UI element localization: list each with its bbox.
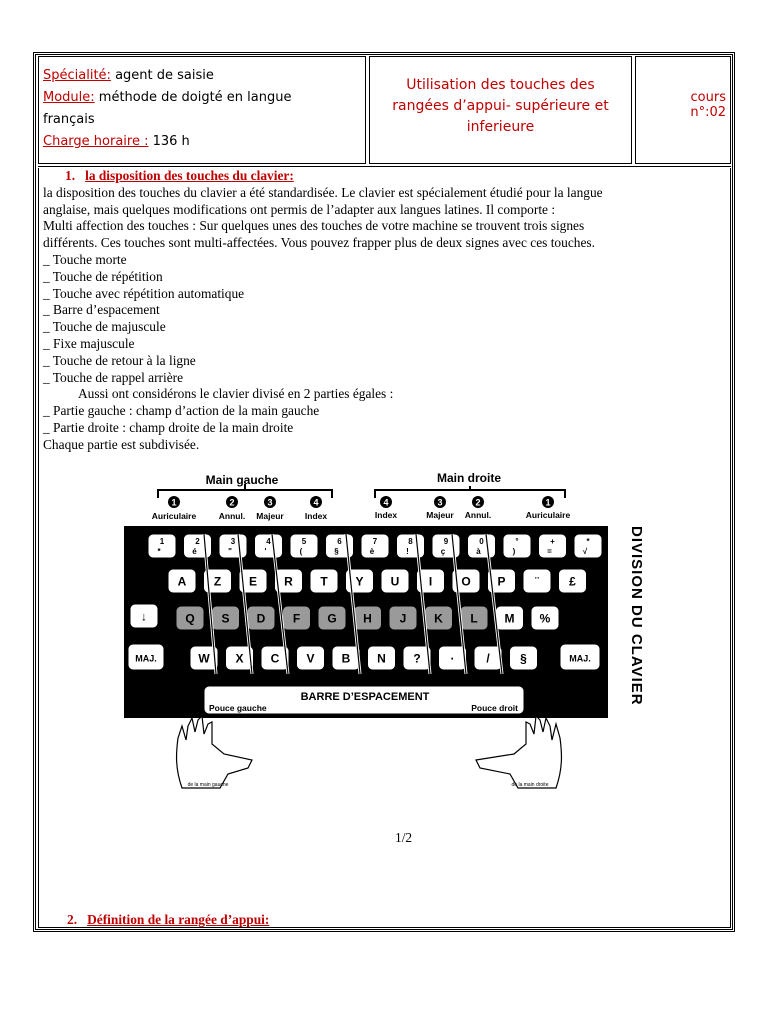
main-droite-label: Main droite [436, 471, 502, 485]
key-label: E [248, 574, 258, 589]
section-1-title: la disposition des touches du clavier: [85, 168, 294, 183]
key-label: 5 [301, 537, 307, 546]
key-label: √ [582, 547, 588, 556]
section-2-number: 2. [67, 912, 78, 927]
page-number: 1/2 [395, 830, 413, 845]
title-line-2: rangées d’appui- supérieure et [392, 98, 609, 114]
key-label: · [450, 651, 455, 666]
key-label: + [550, 537, 555, 546]
finger-number: 1 [545, 497, 551, 508]
finger-number: 1 [171, 497, 177, 508]
key-label: ¨ [535, 574, 539, 589]
key-label: U [390, 574, 400, 589]
title-line-3: inferieure [466, 119, 535, 135]
key-label: S [221, 611, 230, 626]
finger-number: 4 [313, 497, 319, 508]
key-label: K [434, 611, 443, 626]
key-label: J [399, 611, 407, 626]
section-2-title: Définition de la rangée d’appui: [87, 912, 270, 927]
specialite-value: agent de saisie [110, 68, 214, 83]
key-label: 6 [337, 537, 342, 546]
finger-number: 3 [267, 497, 273, 508]
key-label: D [256, 611, 266, 626]
key-label: è [369, 547, 375, 556]
text-line: la disposition des touches du clavier a été standardisée. Le clavier est spécialement étudié pour la langue [43, 184, 603, 200]
key-label: MAJ. [569, 653, 591, 664]
finger-number: 2 [229, 497, 235, 508]
specialite-label: Spécialité: [43, 68, 111, 83]
keyboard-figure [120, 468, 660, 818]
key-label: £ [569, 574, 576, 589]
key-label: R [284, 574, 293, 589]
key-label: M [504, 611, 515, 626]
section-1-lines [43, 185, 723, 387]
key-label: Z [213, 574, 222, 589]
header-cours-box [635, 56, 731, 164]
key-label: W [198, 651, 210, 666]
brace-right [375, 486, 565, 498]
key-label: 4 [266, 537, 271, 546]
text-line: différents. Ces touches sont multi-affectées. Vous pouvez frapper plus de deux signes avec ces touches. [43, 235, 595, 251]
cours-line-2: n°:02 [690, 105, 726, 120]
key-label: P [497, 574, 506, 589]
finger-label-left: Annul. [218, 511, 246, 521]
key-label: ç [440, 547, 446, 556]
left-hand-caption: de la main gauche [187, 782, 229, 788]
key-label: § [334, 547, 339, 556]
finger-number: 4 [383, 497, 389, 508]
key-label: 0 [479, 537, 484, 546]
key-label: Y [355, 574, 364, 589]
key-label: % [539, 611, 551, 626]
key-label: Q [185, 611, 195, 626]
cours-line-1: cours [690, 90, 726, 105]
key-label: ) [512, 547, 516, 556]
space-bar-label: BARRE D’ESPACEMENT [300, 691, 430, 703]
pouce-droit-label: Pouce droit [471, 703, 518, 713]
key-label: G [327, 611, 337, 626]
key-label: I [428, 574, 433, 589]
key-label: B [341, 651, 351, 666]
key-label: " [228, 547, 232, 556]
section-2-heading [67, 912, 269, 928]
text-line: _ Partie gauche : champ d’action de la main gauche [43, 403, 320, 419]
module-label: Module: [43, 90, 95, 105]
key-label: MAJ. [135, 653, 157, 664]
text-line: anglaise, mais quelques modifications ont permis de l’adapter aux langues latines. Il comporte : [43, 201, 556, 217]
right-hand [476, 716, 561, 788]
division-title: DIVISION DU CLAVIER [628, 526, 645, 706]
key-label: * [586, 537, 590, 546]
finger-label-left: Auriculaire [151, 511, 197, 521]
key-label: N [377, 651, 386, 666]
text-line: _ Partie droite : champ droite de la main droite [43, 419, 294, 435]
module-value-2: français [43, 112, 95, 127]
key-label: / [486, 651, 490, 666]
brace-left [158, 484, 332, 498]
key-label: T [320, 574, 328, 589]
charge-value: 136 h [148, 134, 190, 149]
section-1-number: 1. [65, 168, 76, 183]
key-label: 9 [443, 537, 449, 546]
header-title-box [369, 56, 632, 164]
key-label: ! [406, 547, 409, 556]
text-line: _ Fixe majuscule [43, 335, 135, 351]
main-gauche-label: Main gauche [205, 473, 279, 487]
finger-label-right: Auriculaire [525, 510, 571, 520]
key-label: § [520, 651, 527, 666]
finger-label-left: Index [304, 511, 328, 521]
key-label: 2 [195, 537, 200, 546]
finger-label-right: Index [374, 510, 398, 520]
key-label: ↓ [141, 609, 147, 624]
key-label: é [192, 547, 197, 556]
text-line: _ Touche de retour à la ligne [43, 352, 196, 368]
pouce-gauche-label: Pouce gauche [209, 703, 267, 713]
text-line: _ Touche de répétition [43, 268, 163, 284]
key-label: V [306, 651, 315, 666]
key-label: 1 [159, 537, 165, 546]
section-1-lines-2 [43, 403, 723, 453]
module-value: méthode de doigté en langue [94, 90, 292, 105]
key-label: H [363, 611, 372, 626]
finger-labels [152, 496, 571, 521]
text-line: _ Touche avec répétition automatique [43, 285, 245, 301]
key-label: 3 [230, 537, 236, 546]
finger-label-right: Majeur [426, 510, 454, 520]
key-label: X [235, 651, 244, 666]
key-label: ' [264, 547, 267, 556]
right-hand-caption: de la main droite [511, 782, 549, 788]
text-line: _ Touche de majuscule [43, 319, 166, 335]
left-hand [177, 716, 252, 788]
text-line: _ Touche de rappel arrière [43, 369, 184, 385]
key-label: ( [299, 547, 303, 556]
finger-number: 3 [437, 497, 443, 508]
section-1 [43, 168, 723, 454]
text-line: _ Touche morte [43, 251, 127, 267]
finger-number: 2 [475, 497, 481, 508]
text-line: _ Barre d’espacement [43, 302, 160, 318]
title-line-1: Utilisation des touches des [406, 77, 595, 93]
key-label: à [476, 547, 481, 556]
section-1-indented-line: Aussi ont considérons le clavier divisé en 2 parties égales : [78, 386, 394, 402]
charge-label: Charge horaire : [43, 134, 149, 149]
key-label: ° [515, 537, 519, 546]
header-info-box [38, 56, 366, 164]
key-label: F [292, 611, 301, 626]
finger-label-left: Majeur [256, 511, 284, 521]
key-label: = [547, 547, 552, 556]
key-label: O [461, 574, 471, 589]
section-1-heading [43, 168, 723, 185]
text-line: Multi affection des touches : Sur quelques unes des touches de votre machine se trouvent trois signes [43, 218, 585, 234]
key-label: L [470, 611, 478, 626]
finger-label-right: Annul. [464, 510, 492, 520]
key-label: * [157, 547, 161, 556]
key-label: A [177, 574, 187, 589]
header-separator [38, 166, 731, 167]
key-label: C [270, 651, 280, 666]
key-label: ? [413, 651, 421, 666]
text-line: Chaque partie est subdivisée. [43, 436, 200, 452]
key-label: 8 [408, 537, 413, 546]
key-label: 7 [372, 537, 378, 546]
